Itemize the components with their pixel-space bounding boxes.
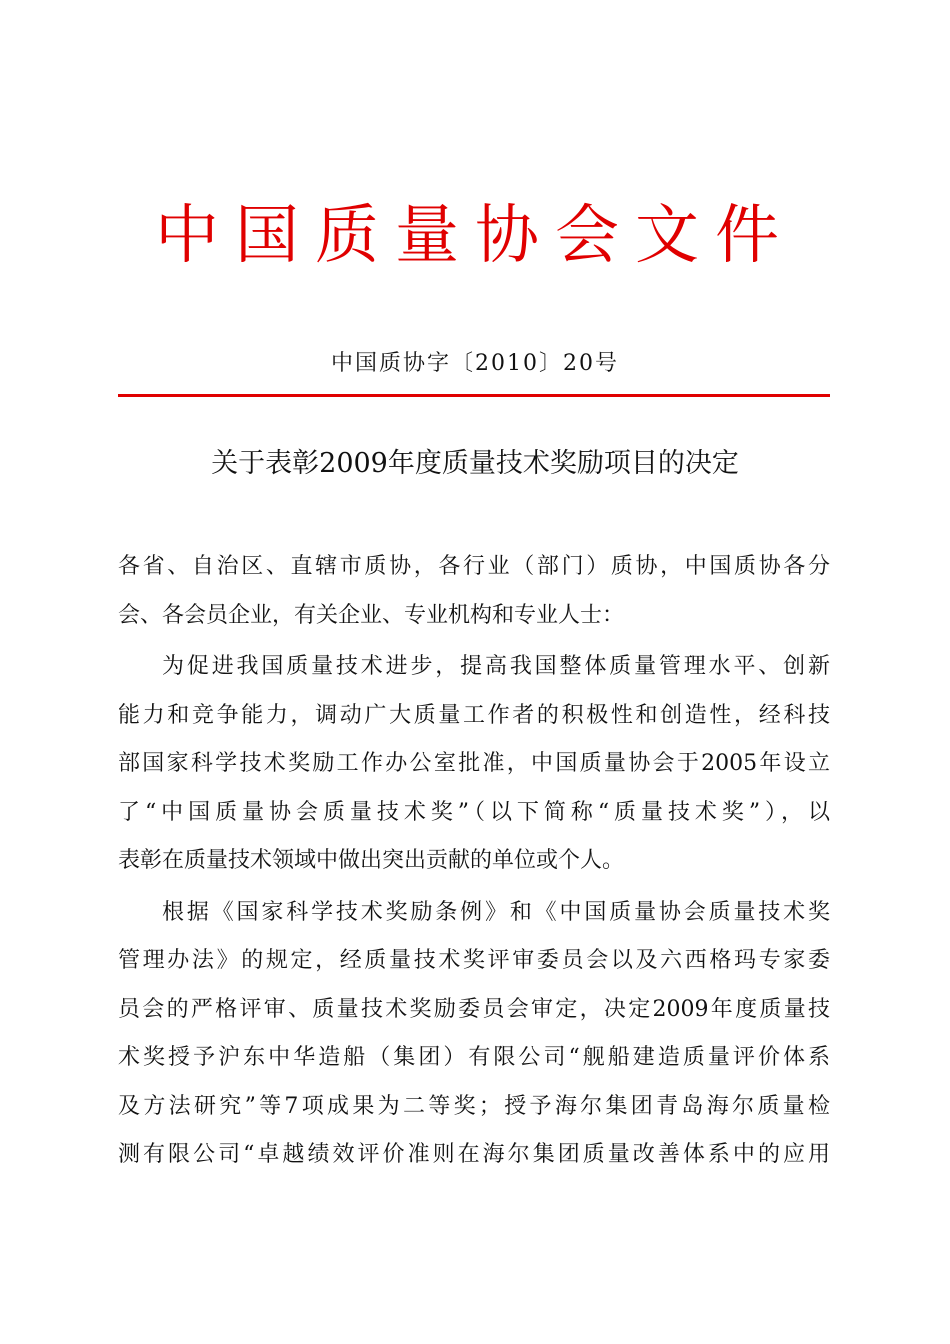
paragraph-line: 能力和竞争能力，调动广大质量工作者的积极性和创造性，经科技: [118, 702, 830, 728]
paragraph-line: 部国家科学技术奖励工作办公室批准，中国质量协会于2005年设立: [118, 751, 830, 776]
salutation-line: 各省、自治区、直辖市质协，各行业（部门）质协，中国质协各分: [118, 554, 830, 579]
paragraph-1: [118, 643, 830, 886]
salutation: [118, 543, 830, 640]
paragraph-line: 员会的严格评审、质量技术奖励委员会审定，决定2009年度质量技: [118, 996, 830, 1022]
document-number: 中国质协字〔2010〕20号: [331, 351, 619, 376]
paragraph-line: 表彰在质量技术领域中做出突出贡献的单位或个人。: [118, 848, 625, 873]
document-title: 关于表彰2009年度质量技术奖励项目的决定: [211, 448, 739, 479]
paragraph-line: 管理办法》的规定，经质量技术奖评审委员会以及六西格玛专家委: [118, 948, 830, 973]
salutation-line: 会、各会员企业，有关企业、专业机构和专业人士：: [118, 602, 625, 628]
paragraph-line: 根据《国家科学技术奖励条例》和《中国质量协会质量技术奖: [162, 899, 830, 925]
paragraph-line: 及方法研究”等7项成果为二等奖；授予海尔集团青岛海尔质量检: [118, 1093, 830, 1119]
paragraph-line: 测有限公司“卓越绩效评价准则在海尔集团质量改善体系中的应用: [118, 1142, 830, 1167]
paragraph-2: [118, 889, 830, 1180]
red-divider: [118, 394, 830, 397]
paragraph-line: 为促进我国质量技术进步，提高我国整体质量管理水平、创新: [162, 654, 830, 679]
document-body: [118, 543, 830, 1180]
document-header: 中国质量协会文件: [155, 199, 795, 273]
paragraph-line: 了“中国质量协会质量技术奖”（以下简称“质量技术奖”），以: [118, 799, 830, 825]
paragraph-line: 术奖授予沪东中华造船（集团）有限公司“舰船建造质量评价体系: [118, 1045, 830, 1070]
